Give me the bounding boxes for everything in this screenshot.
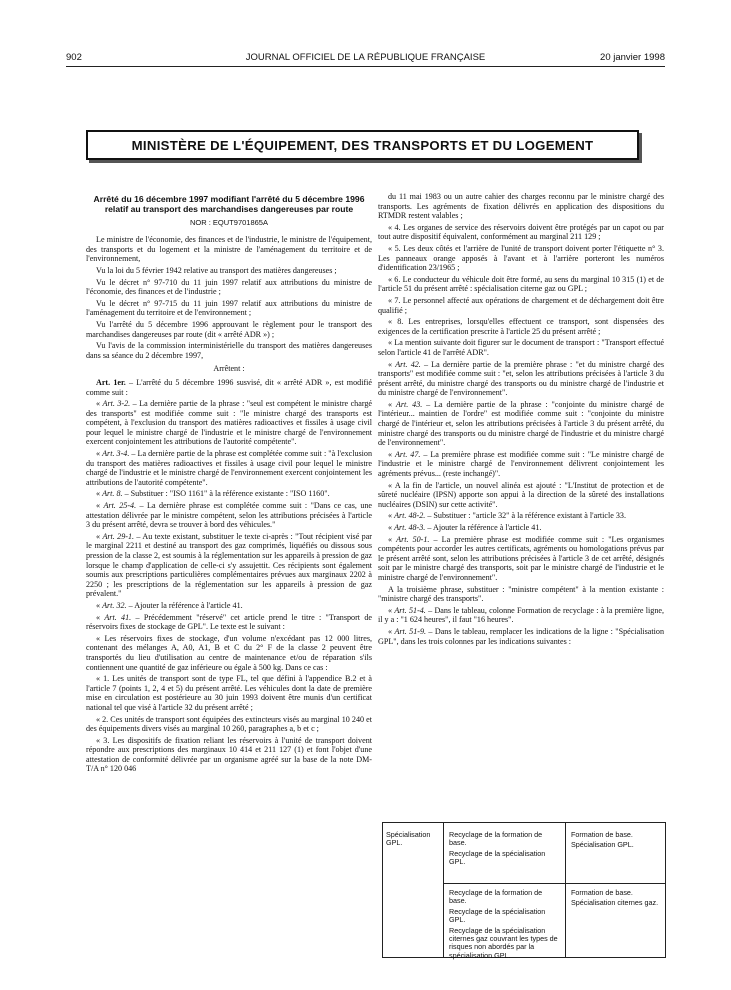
body-paragraph: du 11 mai 1983 ou un autre cahier des charges reconnu par le ministre chargé des transports. Les agréments de fixation délivrés en application des dispositions du RTMDR restent valables ; bbox=[378, 192, 664, 221]
preamble-paragraph: Vu le décret n° 97-710 du 11 juin 1997 relatif aux attributions du ministre de l'économie, des finances et de l'industrie ; bbox=[86, 277, 372, 297]
article-text: – Ajouter la référence à l'article 41. bbox=[126, 600, 243, 610]
body-paragraph: « 6. Le conducteur du véhicule doit être formé, au sens du marginal 10 315 (1) et de l'article 51 du présent arrêté : spécialisation citerne gaz ou GPL ; bbox=[378, 274, 664, 294]
article-ref: Art. 8. bbox=[102, 489, 123, 499]
body-paragraph: « 4. Les organes de service des réservoirs doivent être protégés par un capot ou par tout autre dispositif équivalent, conformément au marginal 211 129 ; bbox=[378, 222, 664, 242]
article-ref: Art. 51-4. bbox=[394, 605, 426, 615]
article-ref: Art. 25-4. bbox=[103, 501, 137, 511]
table-divider bbox=[443, 823, 444, 957]
table-cell-line: Recyclage de la formation de base. bbox=[449, 888, 543, 906]
article-text: – Ajouter la référence à l'article 41. bbox=[425, 523, 542, 532]
article-text: – La dernière partie de la phrase est complétée comme suit : "à l'exclusion du transport des matières radioactives et fissiles à usage civil pour lequel le ministre chargé de l'industrie et le ministre chargé de l'environnement exercent conjointement les attributions de l'autorité compétente". bbox=[86, 449, 372, 487]
article-text: – La dernière partie de la phrase : "conjointe du ministre chargé de l'intérieur... maintien de l'ordre" est modifiée comme suit : "conjointe du ministre chargé de l'intérieur et, selon les attributions précisées à l'article 3 du présent arrêté, du ministre chargé des transports ou du ministre chargé de l'industrie et du ministre chargé de l'environnement". bbox=[378, 399, 664, 448]
table-cell-line: Formation de base. bbox=[571, 830, 633, 839]
page-number: 902 bbox=[66, 52, 82, 63]
body-paragraph: « 1. Les unités de transport sont de type FL, tel que défini à l'appendice B.2 et à l'article 7 (points 1, 2, 4 et 5) du présent arrêté. Les véhicules dont la date de première mise en circulation est postérieure au 30 juin 1993 doivent être munis d'un certificat national tel que visé à l'article 32 du présent arrêté ; bbox=[86, 674, 372, 712]
article-text: – La dernière partie de la première phrase : "et du ministre chargé des transports" est modifiée comme suit : "et, selon les attributions précisées à l'article 3 du présent arrêté, du ministre chargé des transports ou du ministre chargé de l'industrie et du ministre chargé de l'environnement". bbox=[378, 359, 664, 398]
issue-date: 20 janvier 1998 bbox=[600, 52, 665, 63]
article-ref: Art. 32. bbox=[102, 600, 127, 610]
body-paragraph: « 7. Le personnel affecté aux opérations de chargement et de déchargement doit être qualifié ; bbox=[378, 295, 664, 315]
table-divider bbox=[443, 883, 665, 884]
article-text: – La première phrase est modifiée comme suit : "Le ministre chargé de l'industrie et le ministre chargé de l'environnement délivrent conjointement les agréments prévus... (reste inchangé)". bbox=[378, 449, 664, 479]
article-ref: Art. 29-1. bbox=[102, 531, 135, 541]
ministry-banner bbox=[86, 130, 639, 160]
article-item: « Art. 3-2. – La dernière partie de la phrase : "seul est compétent le ministre chargé des transports" est modifiée comme suit : "le ministre chargé des transports est compétent, à l'exclusion du transport des matières radioactives et fissiles à usage civil pour lequel le ministre chargé de l'industrie et le ministre chargé de l'environnement exercent conjointement les attributions de l'autorité compétente". bbox=[86, 399, 373, 447]
article-text: – Substituer : "article 32" à la référence existant à l'article 33. bbox=[425, 511, 626, 521]
article-1 bbox=[86, 378, 372, 397]
table-row-label: Spécialisation GPL. bbox=[386, 830, 431, 848]
article-text: – La première phrase est modifiée comme suit : "Les organismes compétents pour accorder les autres certificats, agréments ou homologations prévus par le présent arrêté sont, selon les attributions précisées à l'article 3 de cet arrêté, désignés soit par le ministre chargé des transports, soit par le ministre chargé de l'industrie et le ministre chargé de l'environnement". bbox=[378, 534, 664, 582]
article-item bbox=[378, 481, 664, 510]
preamble-paragraph: Vu le décret n° 97-715 du 11 juin 1997 relatif aux attributions du ministre de l'aménagement du territoire et de l'environnement ; bbox=[86, 298, 372, 318]
article-item: « Art. 29-1. – Au texte existant, substituer le texte ci-après : "Tout récipient visé par le marginal 2211 et destiné au transport des gaz comprimés, liquéfiés ou dissous sous pression de la classe 2, est soumis à la réglementation sur les appareils à pression de gaz lorsque le champ d'application de celle-ci s'y assujettit. Ces récipients sont également soumis aux prescriptions particulières complémentaires prévues aux marginaux 2202 à 2250 ; les prescriptions de la réglementation sur les appareils à pression de gaz prévalent." bbox=[86, 531, 373, 599]
article-text: A la troisième phrase, substituer : "ministre compétent" à la mention existante : "ministre chargé des transports". bbox=[378, 584, 664, 604]
article-text: – La dernière partie de la phrase : "seul est compétent le ministre chargé des transports" est modifiée comme suit : "le ministre chargé des transports est compétent, à l'exclusion du transport des matières radioactives et fissiles à usage civil pour lequel le ministre chargé de l'industrie et le ministre chargé de l'environnement exercent conjointement les attributions de l'autorité compétente". bbox=[86, 399, 373, 447]
article-text: « A la fin de l'article, un nouvel alinéa est ajouté : "L'Institut de protection et de sûreté nucléaire (IPSN) apporte son appui à la direction de la sûreté des installations nucléaires (DSIN) sur cette activité". bbox=[378, 480, 664, 509]
article-item: « Art. 51-4. – Dans le tableau, colonne Formation de recyclage : à la première ligne, il y a : "1 624 heures", il faut "16 heures". bbox=[378, 605, 664, 625]
body-paragraph: « 8. Les entreprises, lorsqu'elles effectuent ce transport, sont dispensées des exigences de la certification prescrite à l'article 25 du présent arrêté ; bbox=[378, 317, 664, 336]
table-cell-line: Recyclage de la spécialisation citernes gaz couvrant les types de risques non abordés par la spécialisation GPL. bbox=[449, 925, 558, 960]
table-cell bbox=[571, 831, 661, 852]
table-cell-line: Spécialisation citernes gaz. bbox=[571, 898, 659, 908]
table-cell-line: Spécialisation GPL. bbox=[571, 840, 634, 850]
article-ref: Art. 48-2. bbox=[394, 511, 426, 521]
article-item: « Art. 25-4. – La dernière phrase est complétée comme suit : "Dans ce cas, une attestation délivrée par le ministre compétent, selon les attributions précisées à l'article 3 du présent arrêté, devra se trouver à bord des véhicules." bbox=[86, 501, 372, 530]
arretent-heading: Arrêtent : bbox=[213, 364, 245, 374]
article-ref: Art. 3-2. bbox=[102, 399, 131, 409]
left-column bbox=[86, 195, 372, 776]
article-item: « Art. 48-3. – Ajouter la référence à l'article 41. bbox=[388, 523, 542, 532]
journal-title: JOURNAL OFFICIEL DE LA RÉPUBLIQUE FRANÇAISE bbox=[245, 52, 486, 63]
article-ref: Art. 42. bbox=[395, 359, 421, 369]
article-item bbox=[378, 585, 664, 604]
preamble-paragraph: Vu l'avis de la commission interministérielle du transport des matières dangereuses dans sa séance du 2 décembre 1997, bbox=[86, 341, 372, 360]
article-item: « Art. 43. – La dernière partie de la phrase : "conjointe du ministre chargé de l'intérieur... maintien de l'ordre" est modifiée comme suit : "conjointe du ministre chargé de l'intérieur et, selon les attributions précisées à l'article 3 du présent arrêté, du ministre chargé des transports ou du ministre chargé de l'industrie et du ministre chargé de l'environnement". bbox=[378, 399, 664, 448]
article-item: « Art. 32. – Ajouter la référence à l'article 41. bbox=[96, 600, 243, 610]
article-text: – Substituer : "ISO 1161" à la référence existante : "ISO 1160". bbox=[122, 489, 330, 499]
body-paragraph: « La mention suivante doit figurer sur le document de transport : "Transport effectué selon l'article 41 de l'arrêté ADR". bbox=[378, 338, 664, 357]
body-paragraph: « Les réservoirs fixes de stockage, d'un volume n'excédant pas 12 000 litres, contenant des mélanges A, A0, A1, B et C du 2° F de la classe 2 peuvent être transportés du lieu d'utilisation au centre de maintenance et/ou de réparation s'ils contiennent une quantité de gaz inférieure ou égale à 500 kg. Dans ce cas : bbox=[86, 633, 372, 672]
article-ref: Art. 41. bbox=[104, 612, 132, 622]
article-text: – La dernière phrase est complétée comme suit : "Dans ce cas, une attestation délivrée par le ministre compétent, selon les attributions précisées à l'article 3 du présent arrêté, devra se trouver à bord des véhicules." bbox=[86, 501, 372, 530]
table-cell bbox=[571, 889, 661, 910]
table-cell bbox=[449, 889, 561, 962]
article-text: – Dans le tableau, remplacer les indications de la ligne : "Spécialisation GPL", dans les trois colonnes par les indications suivantes : bbox=[378, 626, 664, 646]
preamble-paragraph: Vu la loi du 5 février 1942 relative au transport des matières dangereuses ; bbox=[96, 265, 337, 275]
article-ref: Art. 51-9. bbox=[394, 626, 427, 636]
article-text: – Dans le tableau, colonne Formation de recyclage : à la première ligne, il y a : "1 624 heures", il faut "16 heures". bbox=[378, 605, 664, 625]
article-ref: Art. 47. bbox=[394, 449, 421, 459]
article-item: « Art. 47. – La première phrase est modifiée comme suit : "Le ministre chargé de l'industrie et le ministre chargé de l'environnement délivrent conjointement les agréments prévus... (reste inchangé)". bbox=[378, 449, 664, 479]
article-ref: Art. 43. bbox=[395, 399, 423, 409]
article-item: « Art. 41. – Précédemment "réservé" cet article prend le titre : "Transport de réservoirs fixes de stockage de GPL". Le texte est le suivant : bbox=[86, 612, 372, 632]
right-column bbox=[378, 192, 664, 648]
table-divider bbox=[565, 823, 566, 957]
header-rule bbox=[66, 66, 665, 67]
article-ref: Art. 3-4. bbox=[102, 449, 130, 459]
article-text: – Au texte existant, substituer le texte ci-après : "Tout récipient visé par le marginal 2211 et destiné au transport des gaz comprimés, liquéfiés ou dissous sous pression de la classe 2, est soumis à la réglementation sur les appareils à pression de gaz lorsque le champ d'application de celle-ci s'y assujettit. Ces récipients sont également soumis aux prescriptions particulières complémentaires prévues aux marginaux 2202 à 2250 ; les prescriptions de la réglementation sur les appareils à pression de gaz prévalent." bbox=[86, 531, 373, 599]
ministry-title: MINISTÈRE DE L'ÉQUIPEMENT, DES TRANSPORTS ET DU LOGEMENT bbox=[131, 137, 594, 153]
body-paragraph: « 5. Les deux côtés et l'arrière de l'unité de transport doivent porter l'étiquette n° 3. Les panneaux orange apposés à l'avant et à l'arrière porteront les numéros d'identification 23/1965 ; bbox=[378, 243, 664, 273]
training-table bbox=[382, 822, 666, 958]
nor-reference: NOR : EQUT9701865A bbox=[190, 217, 268, 227]
table-cell-line: Recyclage de la spécialisation GPL. bbox=[449, 848, 546, 867]
table-cell-line: Recyclage de la formation de base. bbox=[449, 830, 543, 848]
article-text: – Précédemment "réservé" cet article prend le titre : "Transport de réservoirs fixes de stockage de GPL". Le texte est le suivant : bbox=[86, 612, 372, 632]
preamble-paragraph: Vu l'arrêté du 5 décembre 1996 approuvant le règlement pour le transport des marchandises dangereuses par route (dit « arrêté ADR ») ; bbox=[86, 319, 372, 339]
article-item: « Art. 50-1. – La première phrase est modifiée comme suit : "Les organismes compétents pour accorder les autres certificats, agréments ou homologations prévus par le présent arrêté sont, selon les attributions précisées à l'article 3 de cet arrêté, désignés soit par le ministre chargé des transports, soit par le ministre chargé de l'industrie et le ministre chargé de l'environnement". bbox=[378, 534, 664, 582]
decree-title: Arrêté du 16 décembre 1997 modifiant l'arrêté du 5 décembre 1996 relatif au transport des marchandises dangereuses par route bbox=[93, 194, 365, 214]
body-paragraph: « 2. Ces unités de transport sont équipées des extincteurs visés au marginal 10 240 et des équipements divers visés au marginal 10 260, paragraphes a, b et c ; bbox=[86, 714, 372, 734]
article-item: « Art. 51-9. – Dans le tableau, remplacer les indications de la ligne : "Spécialisation GPL", dans les trois colonnes par les indications suivantes : bbox=[378, 626, 664, 646]
table-cell-line: Recyclage de la spécialisation GPL. bbox=[449, 906, 546, 925]
preamble-paragraph: Le ministre de l'économie, des finances et de l'industrie, le ministre de l'équipement, des transports et du logement et la ministre de l'aménagement du territoire et de l'environnement, bbox=[86, 235, 372, 264]
article-item: « Art. 3-4. – La dernière partie de la phrase est complétée comme suit : "à l'exclusion du transport des matières radioactives et fissiles à usage civil pour lequel le ministre chargé de l'industrie et le ministre chargé de l'environnement exercent conjointement les attributions de l'autorité compétente". bbox=[86, 449, 372, 487]
running-header bbox=[66, 52, 665, 66]
article-ref: Art. 48-3. bbox=[394, 523, 426, 532]
article-ref: Art. 50-1. bbox=[396, 534, 430, 544]
article-item: « Art. 48-2. – Substituer : "article 32" à la référence existant à l'article 33. bbox=[388, 511, 626, 521]
article-1-label: Art. 1er. bbox=[96, 377, 126, 387]
article-item: « Art. 8. – Substituer : "ISO 1161" à la référence existante : "ISO 1160". bbox=[96, 489, 330, 499]
article-item: « Art. 42. – La dernière partie de la première phrase : "et du ministre chargé des transports" est modifiée comme suit : "et, selon les attributions précisées à l'article 3 du présent arrêté, du ministre chargé des transports ou du ministre chargé de l'industrie et du ministre chargé de l'environnement". bbox=[378, 359, 664, 398]
body-paragraph: « 3. Les dispositifs de fixation reliant les réservoirs à l'unité de transport doivent répondre aux prescriptions des marginaux 10 414 et 211 127 (1) et font l'objet d'une attestation de conformité délivrée par un organisme agréé sur la base de la note DM-T/A n° 120 046 bbox=[86, 735, 372, 774]
article-1-text: – L'arrêté du 5 décembre 1996 susvisé, dit « arrêté ADR », est modifié comme suit : bbox=[86, 377, 372, 397]
table-cell bbox=[449, 831, 561, 869]
table-cell-line: Formation de base. bbox=[571, 888, 633, 897]
